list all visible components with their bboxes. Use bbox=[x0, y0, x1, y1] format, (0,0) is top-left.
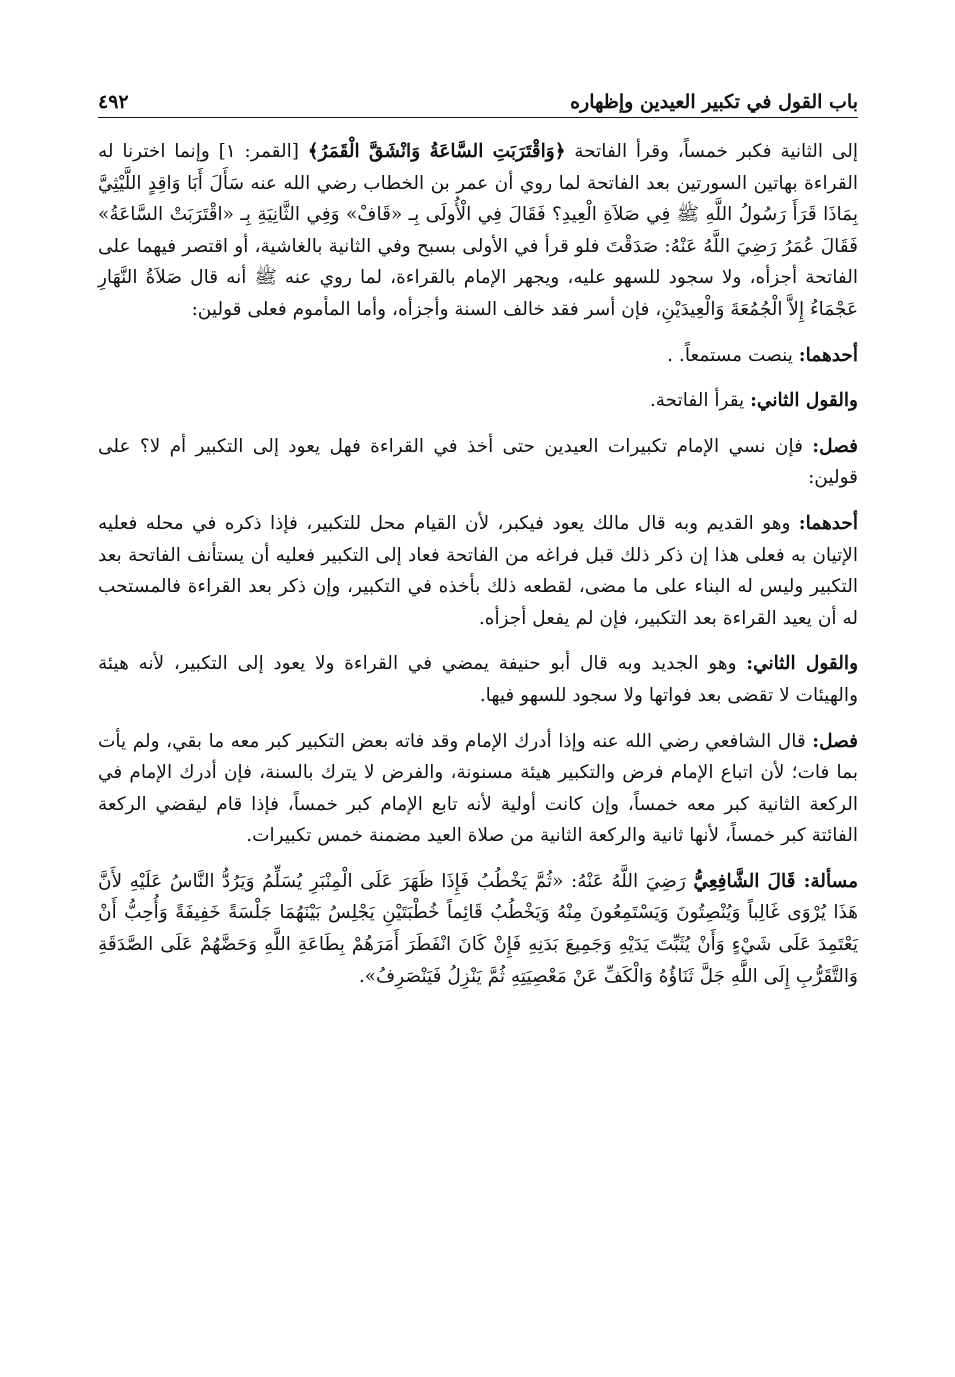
opinion-label: والقول الثاني: bbox=[750, 390, 858, 412]
opinion-text: وهو القديم وبه قال مالك يعود فيكبر، لأن القيام محل للتكبير، فإذا ذكره في محله فعليه الإتيان به فعلى هذا إن ذكر ذلك قبل فراغه من الفاتحة فعاد إلى التكبير فعليه أن يستأنف الفاتحة بعد التكبير وليس له البناء على ما مضى، لقطعه ذلك بأخذه في التكبير، وإن ذكر بعد القراءة فالمستحب له أن يعيد القراءة بعد التكبير، فإن لم يفعل أجزأه. bbox=[98, 512, 858, 629]
running-header bbox=[98, 84, 858, 118]
masala-text: رَضِيَ اللَّهُ عَنْهُ: «ثُمَّ يَخْطُبُ فَإِذَا ظَهَرَ عَلَى الْمِنْبَرِ يُسَلِّمُ وَيَرُدُّ النَّاسُ عَلَيْهِ لأَنَّ هَذَا يُرْوَى غَالِباً وَيُنْصِتُونَ وَيَسْتَمِعُونَ مِنْهُ وَيَخْطُبُ قَائِماً خُطْبَتَيْنِ يَجْلِسُ بَيْنَهُمَا جَلْسَةً خَفِيفَةً وَأُحِبُّ أَنْ يَعْتَمِدَ عَلَى شَيْءٍ وَأَنْ يُثَبِّتَ يَدَيْهِ وَجَمِيعَ بَدَنِهِ فَإِنْ كَانَ انْفَطَرَ أَمَرَهُمْ بِطَاعَةِ اللَّهِ وَحَضَّهُمْ عَلَى الصَّدَقَةِ وَالتَّقَرُّبِ إِلَى اللَّهِ جَلَّ ثَنَاؤُهُ وَالْكَفِّ عَنْ مَعْصِيَتِهِ ثُمَّ يَنْزِلُ فَيَنْصَرِفُ». bbox=[98, 870, 858, 987]
masala-speaker: قَالَ الشَّافِعِيُّ bbox=[693, 870, 804, 892]
intro-text: إلى الثانية فكبر خمساً، وقرأ الفاتحة bbox=[565, 141, 858, 162]
section-masala bbox=[98, 866, 858, 992]
quran-verse: ﴿وَاقْتَرَبَتِ السَّاعَةُ وَانْشَقَّ الْقَمَرُ﴾ bbox=[307, 141, 566, 162]
opinion-label: والقول الثاني: bbox=[746, 653, 859, 675]
fasl-1-opinion-first bbox=[98, 508, 858, 634]
intro-text-3: فلو قرأ في الأولى بسبح وفي الثانية بالغاشية، أو اقتصر فيهما على الفاتحة أجزأه، ولا سجود للسهو عليه، ويجهر الإمام بالقراءة، لما روي عنه ﷺ أنه قال bbox=[98, 235, 859, 289]
section-text: قال الشافعي رضي الله عنه وإذا أدرك الإمام وقد فاته بعض التكبير كبر معه ما بقي، ولم يأت بما فات؛ لأن اتباع الإمام فرض والتكبير هيئة مسنونة، والفرض لا يترك بالسنة، فإن أدرك الإمام في الركعة الثانية كبر معه خمساً، وإن كانت أولية لأنه تابع الإمام كبر خمساً، فإذا قام ليقضي الركعة الفائتة كبر خمساً، لأنها ثانية والركعة الثانية من صلاة العيد مضمنة خمس تكبيرات. bbox=[98, 730, 858, 847]
section-fasl-2 bbox=[98, 726, 858, 852]
opinion-second bbox=[98, 385, 858, 417]
intro-text-4: ، فإن أسر فقد خالف السنة وأجزأه، وأما المأموم فعلى قولين: bbox=[191, 298, 662, 320]
opinion-label: أحدهما: bbox=[798, 344, 858, 366]
opinion-text: يقرأ الفاتحة. bbox=[649, 390, 751, 412]
opinion-label: أحدهما: bbox=[798, 512, 858, 534]
chapter-title: باب القول في تكبير العيدين وإظهاره bbox=[570, 91, 858, 113]
section-fasl-1 bbox=[98, 431, 858, 494]
fasl-1-opinion-second bbox=[98, 648, 858, 711]
opinion-first bbox=[98, 340, 858, 372]
hadith-text: سَأَلَ أَبَا وَاقِدٍ اللَّيْثِيَّ بِمَاذَا قَرَأَ رَسُولُ اللَّهِ ﷺ فِي صَلاَةِ الْعِيدِ؟ فَقَالَ فِي الْأُولَى بِـ «قَافْ» وَفِي الثَّانِيَةِ بِـ «اقْتَرَبَتْ السَّاعَةُ» فَقَالَ عُمَرُ رَضِيَ اللَّهُ عَنْهُ: صَدَقْتَ bbox=[98, 172, 858, 257]
page-body bbox=[98, 136, 858, 992]
section-label: فصل: bbox=[812, 730, 858, 752]
intro-text-2: [القمر: ١] وإنما اخترنا له القراءة بهاتين السورتين بعد الفاتحة لما روي أن عمر بن الخطاب رضي الله عنه bbox=[98, 141, 858, 194]
page-number: ٤٩٢ bbox=[98, 91, 129, 113]
opinion-text: وهو الجديد وبه قال أبو حنيفة يمضي في القراءة ولا يعود إلى التكبير، لأنه هيئة والهيئات لا تقضى بعد فواتها ولا سجود للسهو فيها. bbox=[98, 653, 858, 706]
masala-label: مسألة: bbox=[803, 870, 858, 892]
paragraph-intro bbox=[98, 136, 858, 326]
section-text: فإن نسي الإمام تكبيرات العيدين حتى أخذ في القراءة فهل يعود إلى التكبير أم لا؟ على قولين: bbox=[98, 435, 858, 489]
hadith-text-2: صَلاَةُ النَّهَارِ عَجْمَاءُ إِلاَّ الْجُمُعَةَ وَالْعِيدَيْنِ bbox=[98, 267, 858, 320]
section-label: فصل: bbox=[812, 435, 858, 457]
opinion-text: ينصت مستمعاً. . bbox=[667, 344, 799, 366]
